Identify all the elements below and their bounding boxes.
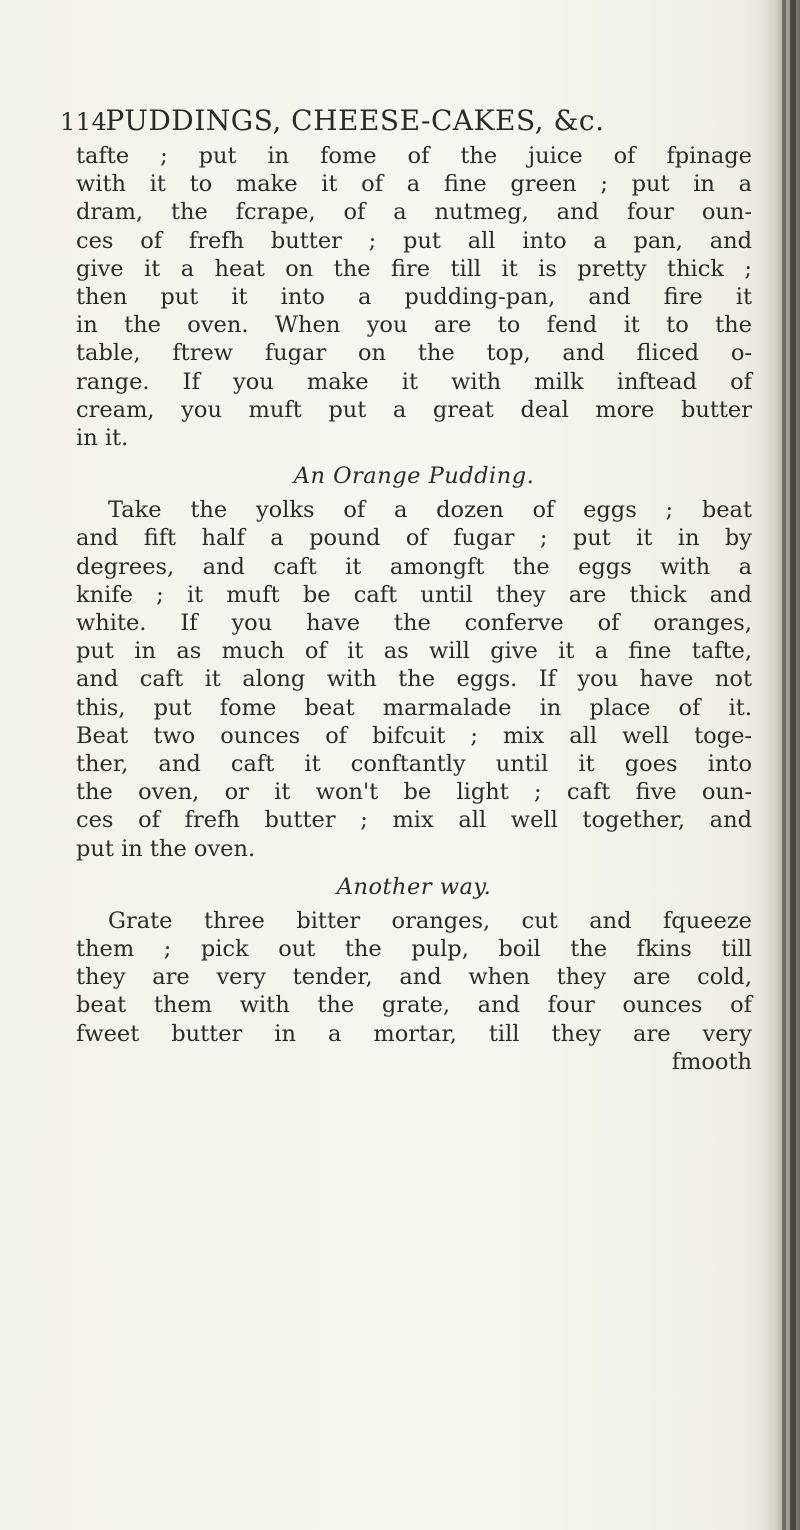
page-number: 114 xyxy=(60,108,108,136)
text-line: ther, and caft it conftantly until it goes into xyxy=(76,750,752,777)
text-line: tafte ; put in fome of the juice of fpinage xyxy=(76,143,752,169)
text-line: Beat two ounces of bifcuit ; mix all well toge- xyxy=(76,722,752,749)
recipe-heading-orange-pudding: An Orange Pudding. xyxy=(293,463,535,490)
text-line: white. If you have the conferve of oranges, xyxy=(76,610,752,636)
text-line: the oven, or it won't be light ; caft five oun- xyxy=(76,779,752,806)
text-line: put in as much of it as will give it a fine tafte, xyxy=(76,638,752,665)
running-head-title: PUDDINGS, CHEESE-CAKES, &c. xyxy=(105,104,605,137)
text-line: they are very tender, and when they are cold, xyxy=(76,964,752,991)
text-line: table, ftrew fugar on the top, and fliced o- xyxy=(76,340,752,367)
text-line: in it. xyxy=(76,424,129,451)
binding-line xyxy=(782,0,786,1530)
text-line: Grate three bitter oranges, cut and fqueeze xyxy=(108,907,752,934)
section-another-way xyxy=(76,907,752,1076)
binding-edge xyxy=(790,0,796,1530)
text-line: knife ; it muft be caft until they are thick and xyxy=(76,581,752,608)
text-line: and caft it along with the eggs. If you have not xyxy=(76,666,752,693)
text-line: beat them with the grate, and four ounces of xyxy=(76,992,752,1019)
text-line: and fift half a pound of fugar ; put it in by xyxy=(76,525,752,552)
text-line: ces of frefh butter ; mix all well together, and xyxy=(76,807,752,834)
text-line: with it to make it of a fine green ; put in a xyxy=(76,171,752,198)
text-line: give it a heat on the fire till it is pretty thick ; xyxy=(76,255,752,282)
text-line: fweet butter in a mortar, till they are very xyxy=(76,1020,752,1047)
text-line: put in the oven. xyxy=(76,835,256,862)
text-line: degrees, and caft it amongft the eggs with a xyxy=(76,553,752,580)
text-line: range. If you make it with milk inftead of xyxy=(76,368,752,395)
text-line: this, put fome beat marmalade in place of it. xyxy=(76,694,752,721)
catchword: fmooth xyxy=(671,1048,752,1075)
page-body xyxy=(76,142,752,1076)
running-header xyxy=(60,104,760,137)
section-orange-pudding xyxy=(76,496,752,862)
recipe-heading-another-way: Another way. xyxy=(336,873,492,900)
section-continued-recipe xyxy=(76,142,752,452)
text-line: in the oven. When you are to fend it to the xyxy=(76,312,752,339)
text-line: dram, the fcrape, of a nutmeg, and four oun- xyxy=(76,199,752,226)
text-line: cream, you muft put a great deal more butter xyxy=(76,396,752,423)
text-line: then put it into a pudding-pan, and fire it xyxy=(76,283,752,310)
text-line: them ; pick out the pulp, boil the fkins till xyxy=(76,936,752,963)
text-line: ces of frefh butter ; put all into a pan, and xyxy=(76,227,752,254)
text-line: Take the yolks of a dozen of eggs ; beat xyxy=(108,497,752,524)
